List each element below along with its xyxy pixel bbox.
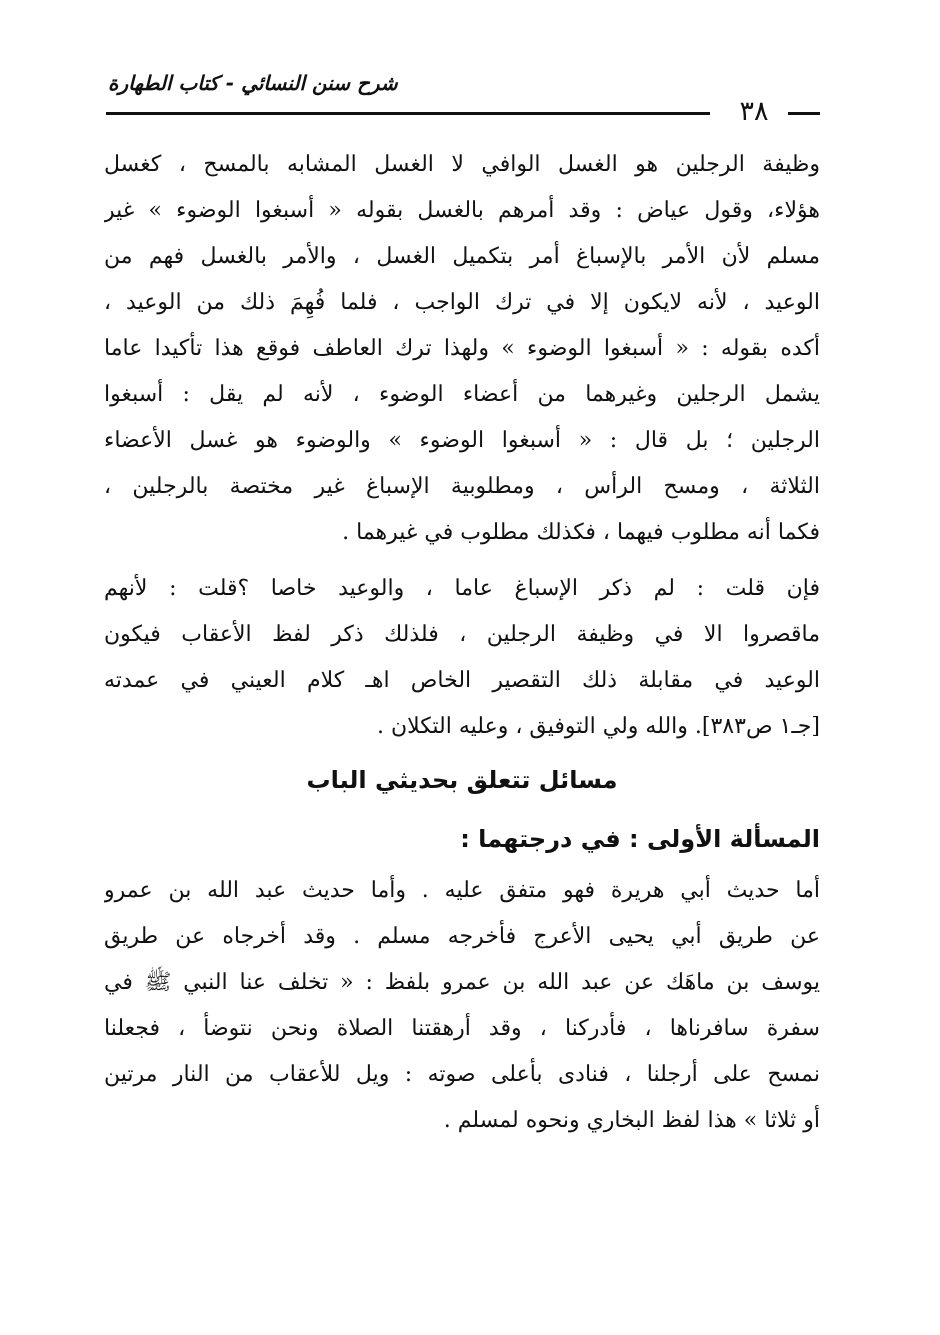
text-line: الوعيد ، لأنه لايكون إلا في ترك الواجب ، فلما فُهِمَ ذلك من الوعيد ، <box>104 290 820 315</box>
question-heading: المسألة الأولى : في درجتهما : <box>460 825 820 853</box>
text-line: ماقصروا الا في وظيفة الرجلين ، فلذلك ذكر لفظ الأعقاب فيكون <box>104 622 820 647</box>
text-line: فإن قلت : لم ذكر الإسباغ عاما ، والوعيد خاصا ؟قلت : لأنهم <box>104 576 820 601</box>
text-line: وظيفة الرجلين هو الغسل الوافي لا الغسل المشابه بالمسح ، كغسل <box>104 152 820 177</box>
paragraph-1 <box>104 142 820 556</box>
body-text <box>104 142 820 1144</box>
text-line: نمسح على أرجلنا ، فنادى بأعلى صوته : ويل للأعقاب من النار مرتين <box>104 1062 820 1087</box>
text-line: فكما أنه مطلوب فيهما ، فكذلك مطلوب في غيرهما . <box>342 520 820 545</box>
paragraph-2 <box>104 566 820 750</box>
text-line: هؤلاء، وقول عياض : وقد أمرهم بالغسل بقوله « أسبغوا الوضوء » غير <box>104 198 820 223</box>
header-rule <box>106 112 710 115</box>
text-line: الوعيد في مقابلة ذلك التقصير الخاص اهـ كلام العيني في عمدته <box>104 668 820 693</box>
text-line: عن طريق أبي يحيى الأعرج فأخرجه مسلم . وقد أخرجاه عن طريق <box>104 924 820 949</box>
text-line: يوسف بن ماهَك عن عبد الله بن عمرو بلفظ : « تخلف عنا النبي ﷺ في <box>104 970 820 995</box>
text-line: أكده بقوله : « أسبغوا الوضوء » ولهذا ترك العاطف فوقع هذا تأكيدا عاما <box>104 336 820 361</box>
running-header-title: شرح سنن النسائي - كتاب الطهارة <box>108 71 398 95</box>
text-line: الرجلين ؛ بل قال : « أسبغوا الوضوء » والوضوء هو غسل الأعضاء <box>104 428 820 453</box>
text-line: أو ثلاثا » هذا لفظ البخاري ونحوه لمسلم . <box>443 1108 820 1133</box>
text-line: يشمل الرجلين وغيرهما من أعضاء الوضوء ، لأنه لم يقل : أسبغوا <box>104 382 820 407</box>
paragraph-3 <box>104 868 820 1144</box>
text-line: الثلاثة ، ومسح الرأس ، ومطلوبية الإسباغ غير مختصة بالرجلين ، <box>104 474 820 499</box>
page-number: ٣٨ <box>739 96 769 127</box>
text-line: مسلم لأن الأمر بالإسباغ أمر بتكميل الغسل ، والأمر بالغسل فهم من <box>104 244 820 269</box>
page-number-dash <box>788 112 820 115</box>
text-line: سفرة سافرناها ، فأدركنا ، وقد أرهقتنا الصلاة ونحن نتوضأ ، فجعلنا <box>104 1016 820 1041</box>
text-line: [جـ١ ص٣٨٣]. والله ولي التوفيق ، وعليه التكلان . <box>377 714 820 739</box>
paragraph-gap <box>104 556 820 566</box>
text-line: أما حديث أبي هريرة فهو متفق عليه . وأما حديث عبد الله بن عمرو <box>104 878 820 903</box>
section-heading: مسائل تتعلق بحديثي الباب <box>306 766 618 794</box>
